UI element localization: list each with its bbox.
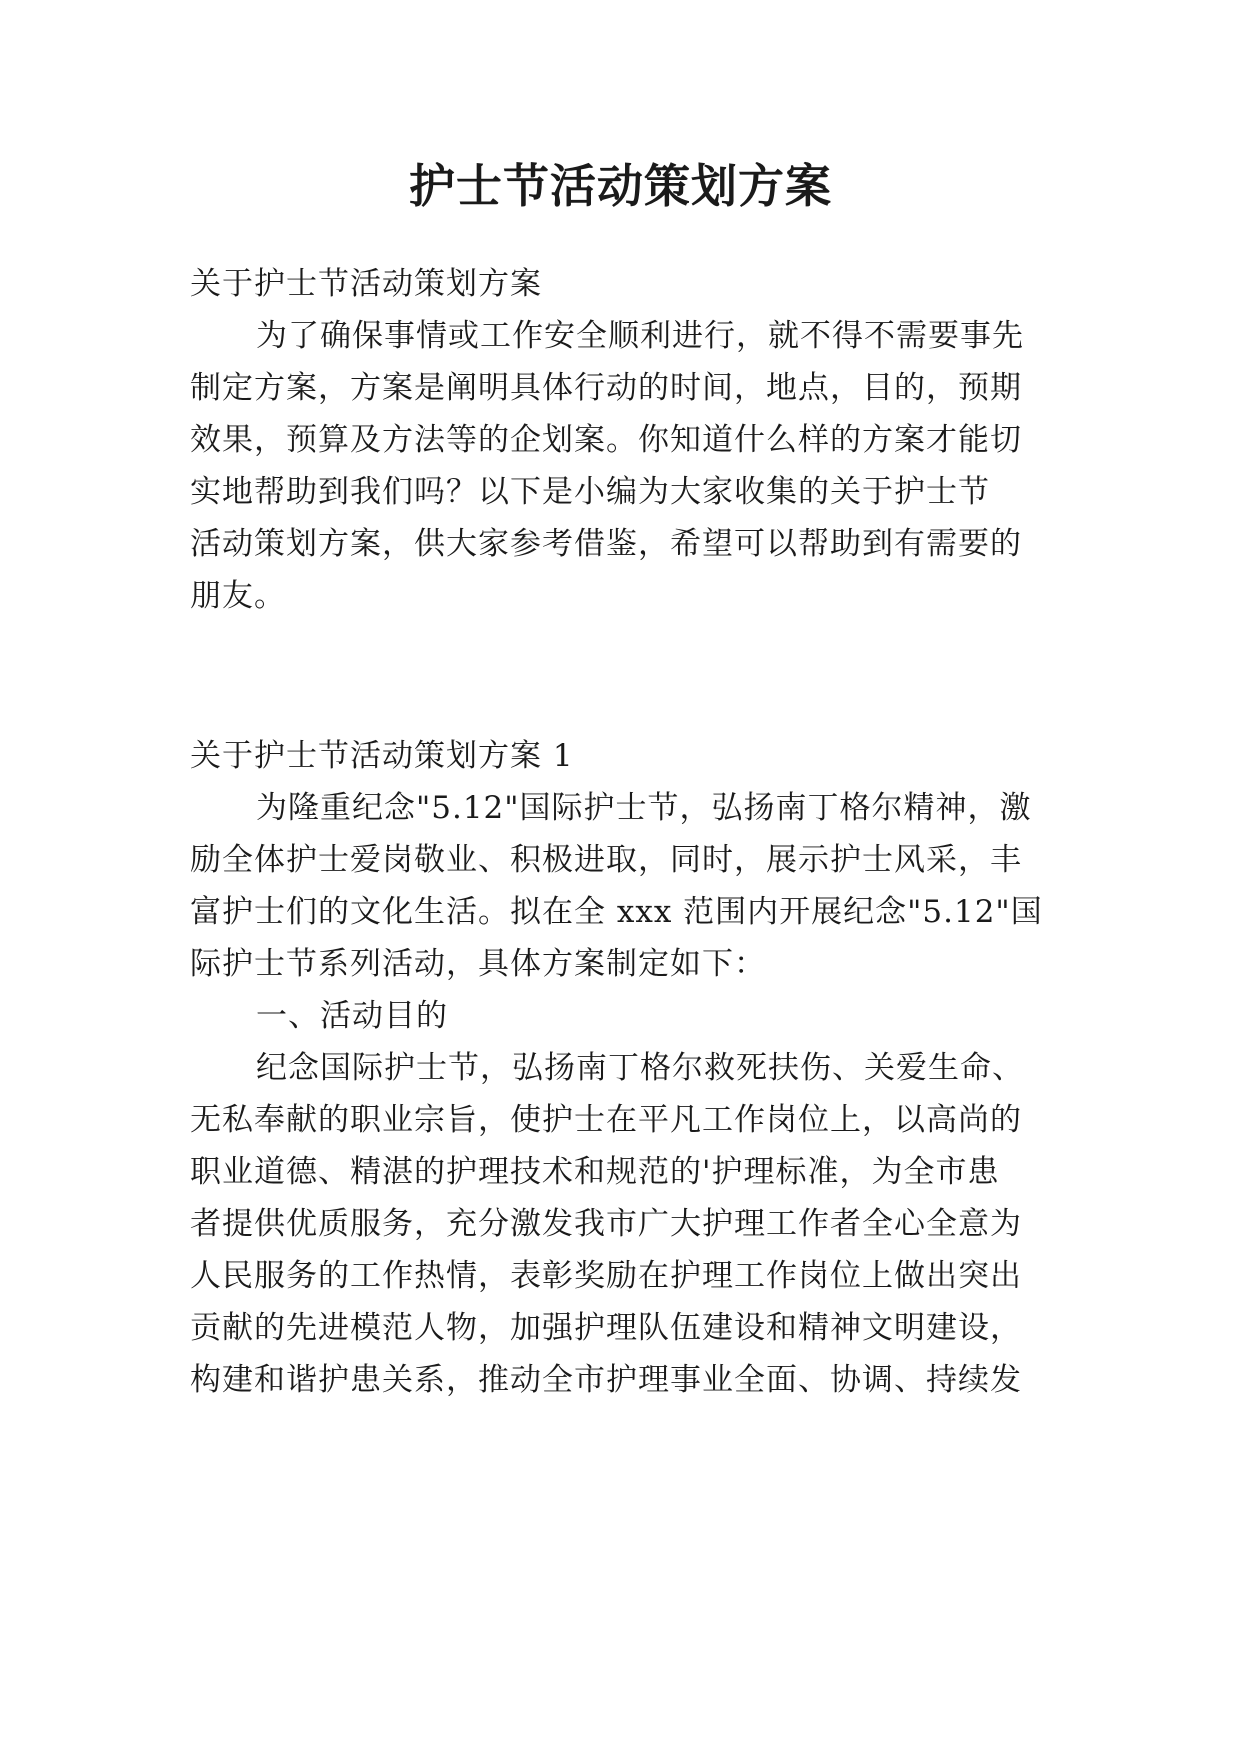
purpose-line: 职业道德、精湛的护理技术和规范的'护理标准，为全市患	[190, 1154, 1000, 1190]
section-line: 际护士节系列活动，具体方案制定如下：	[190, 946, 766, 982]
intro-heading: 关于护士节活动策划方案	[190, 266, 542, 302]
section-line: 为隆重纪念"5.12"国际护士节，弘扬南丁格尔精神，激	[256, 790, 1032, 826]
purpose-line: 贡献的先进模范人物，加强护理队伍建设和精神文明建设，	[190, 1310, 1022, 1346]
document-title: 护士节活动策划方案	[409, 159, 832, 213]
intro-line: 朋友。	[190, 578, 286, 614]
section-line: 富护士们的文化生活。拟在全 xxx 范围内开展纪念"5.12"国	[190, 894, 1043, 930]
subheading-purpose: 一、活动目的	[256, 998, 448, 1034]
purpose-line: 者提供优质服务，充分激发我市广大护理工作者全心全意为	[190, 1206, 1022, 1242]
intro-line: 效果，预算及方法等的企划案。你知道什么样的方案才能切	[190, 422, 1022, 458]
intro-line: 为了确保事情或工作安全顺利进行，就不得不需要事先	[256, 318, 1024, 354]
purpose-line: 纪念国际护士节，弘扬南丁格尔救死扶伤、关爱生命、	[256, 1050, 1024, 1086]
section-heading: 关于护士节活动策划方案 1	[190, 738, 574, 774]
purpose-line: 人民服务的工作热情，表彰奖励在护理工作岗位上做出突出	[190, 1258, 1022, 1294]
intro-line: 实地帮助到我们吗？以下是小编为大家收集的关于护士节	[190, 474, 990, 510]
intro-line: 制定方案，方案是阐明具体行动的时间，地点，目的，预期	[190, 370, 1022, 406]
purpose-line: 无私奉献的职业宗旨，使护士在平凡工作岗位上，以高尚的	[190, 1102, 1022, 1138]
section-line: 励全体护士爱岗敬业、积极进取，同时，展示护士风采，丰	[190, 842, 1022, 878]
intro-line: 活动策划方案，供大家参考借鉴，希望可以帮助到有需要的	[190, 526, 1022, 562]
purpose-line: 构建和谐护患关系，推动全市护理事业全面、协调、持续发	[190, 1362, 1022, 1398]
